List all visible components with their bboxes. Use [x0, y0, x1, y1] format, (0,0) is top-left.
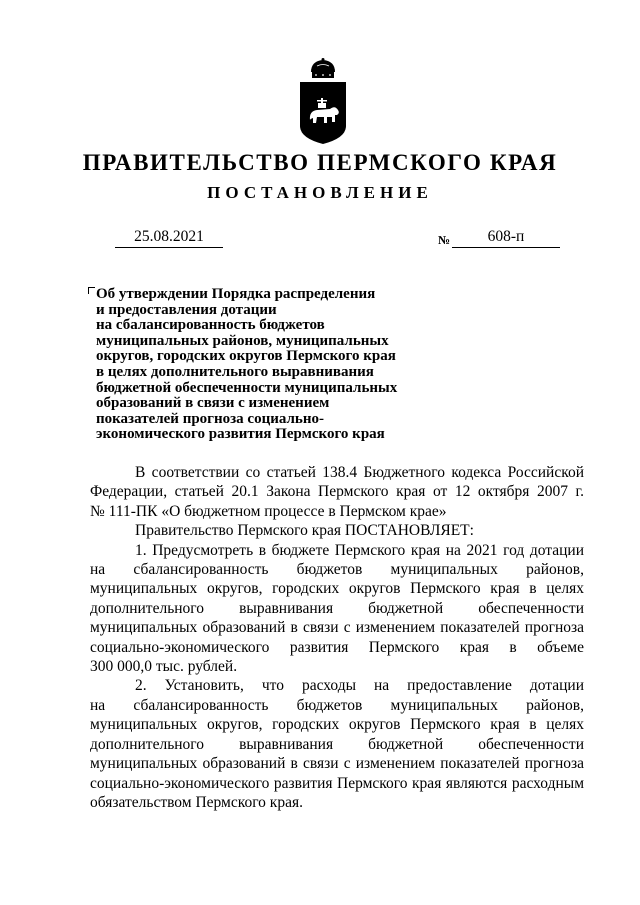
- intro-paragraph: [90, 463, 584, 521]
- document-number: 608-п: [452, 227, 560, 248]
- body-line: муниципальных округов, городских округов Пермского края в целях: [90, 716, 584, 734]
- body-line: социально-экономического развития Пермского края являются расходным: [90, 774, 584, 792]
- document-body: [90, 463, 584, 812]
- item-2-paragraph: [90, 676, 584, 812]
- document-date: 25.08.2021: [115, 227, 223, 248]
- body-line: обязательством Пермского края.: [90, 793, 303, 811]
- subject-line: на сбалансированность бюджетов: [96, 317, 325, 334]
- subject-line: экономического развития Пермского края: [96, 426, 385, 443]
- coat-of-arms-icon: [297, 58, 349, 146]
- body-line: 2. Установить, что расходы на предоставление дотации: [135, 677, 584, 695]
- subject-line: округов, городских округов Пермского края: [96, 348, 396, 365]
- body-line: социально-экономического развития Пермского края в объеме: [90, 638, 584, 656]
- body-line: дополнительного выравнивания бюджетной обеспеченности: [90, 599, 584, 617]
- body-line: на сбалансированность бюджетов муниципальных районов,: [90, 561, 584, 579]
- government-title: ПРАВИТЕЛЬСТВО ПЕРМСКОГО КРАЯ: [82, 150, 558, 175]
- body-line: дополнительного выравнивания бюджетной обеспеченности: [90, 735, 584, 753]
- body-line: 300 000,0 тыс. рублей.: [90, 658, 238, 676]
- body-line: муниципальных округов, городских округов Пермского края в целях: [90, 580, 584, 598]
- crown-icon: [311, 58, 335, 78]
- subject-line: бюджетной обеспеченности муниципальных: [96, 379, 398, 396]
- body-line: муниципальных образований в связи с изменением показателей прогноза: [90, 619, 584, 637]
- subject-corner-mark: [88, 287, 95, 294]
- body-line: Правительство Пермского края ПОСТАНОВЛЯЕТ:: [135, 522, 474, 540]
- body-line: В соответствии со статьей 138.4 Бюджетного кодекса Российской: [135, 464, 584, 481]
- subject-line: в целях дополнительного выравнивания: [96, 363, 374, 380]
- body-line: Федерации, статьей 20.1 Закона Пермского края от 12 октября 2007 г.: [90, 483, 584, 501]
- subject-line: показателей прогноза социально-: [96, 410, 324, 427]
- number-sign: №: [438, 233, 451, 247]
- subject-line: и предоставления дотации: [96, 301, 277, 318]
- body-line: 1. Предусмотреть в бюджете Пермского края на 2021 год дотации: [135, 541, 584, 559]
- subject-line: Об утверждении Порядка распределения: [96, 286, 376, 302]
- body-line: муниципальных образований в связи с изменением показателей прогноза: [90, 755, 584, 773]
- item-1-paragraph: [90, 541, 584, 677]
- body-line: на сбалансированность бюджетов муниципальных районов,: [90, 696, 584, 714]
- document-subject: [96, 287, 426, 443]
- subject-line: муниципальных районов, муниципальных: [96, 332, 389, 349]
- subject-line: образований в связи с изменением: [96, 395, 330, 412]
- document-type: ПОСТАНОВЛЕНИЕ: [207, 183, 433, 202]
- body-line: № 111-ПК «О бюджетном процессе в Пермском крае»: [90, 502, 447, 520]
- resolves-paragraph: [90, 521, 584, 540]
